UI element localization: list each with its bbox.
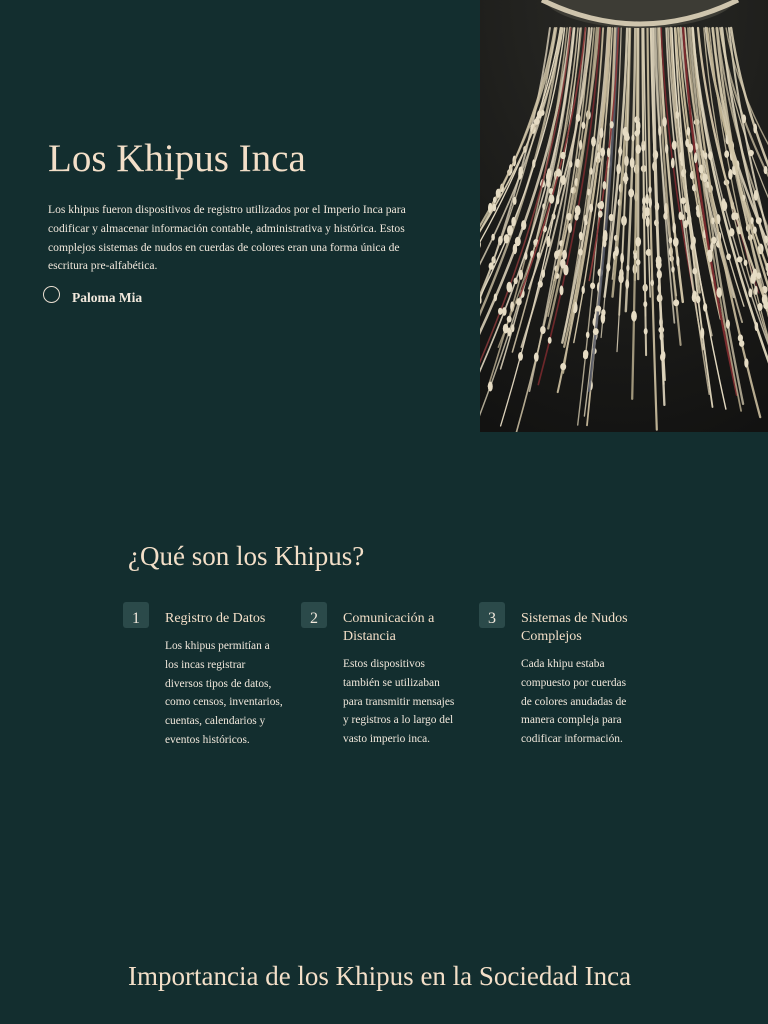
- khipu-knot: [753, 124, 757, 134]
- khipu-knot: [754, 286, 758, 295]
- khipu-knot: [607, 147, 610, 157]
- khipu-knot: [534, 353, 539, 362]
- khipu-knot: [498, 308, 503, 315]
- khipu-knot: [492, 204, 496, 212]
- khipu-knot: [633, 253, 637, 260]
- khipu-knot: [657, 270, 662, 279]
- khipu-knot: [750, 273, 756, 284]
- khipu-knot: [537, 111, 542, 119]
- khipu-knot: [671, 266, 674, 272]
- card-title: Registro de Datos: [165, 611, 266, 626]
- khipu-knot: [602, 181, 606, 190]
- card-text: Cada khipu estaba compuesto por cuerdas de colores anudadas de manera compleja para codificar información.: [521, 658, 627, 746]
- khipu-knot: [643, 301, 647, 307]
- khipu-knot: [702, 174, 707, 183]
- card-title: Comunicación a Distancia: [343, 611, 435, 644]
- khipu-knot: [562, 250, 567, 260]
- khipu-knot: [663, 213, 667, 220]
- khipu-knot: [631, 311, 637, 322]
- khipu-knot: [651, 280, 654, 287]
- khipu-knot: [503, 324, 509, 334]
- khipu-knot: [538, 281, 543, 288]
- khipu-knot: [494, 293, 497, 301]
- khipu-knot: [548, 337, 552, 344]
- khipu-knot: [662, 117, 667, 127]
- khipu-knot: [648, 186, 652, 193]
- khipu-photo: [480, 0, 768, 432]
- khipu-knot: [671, 158, 675, 169]
- khipu-knot: [601, 313, 606, 324]
- khipu-knot: [556, 169, 561, 177]
- number-badge: 1: [123, 602, 149, 628]
- khipu-knot: [560, 259, 566, 269]
- khipu-knot: [703, 303, 707, 312]
- khipu-knot: [649, 198, 652, 208]
- khipu-knot: [750, 217, 753, 224]
- khipu-knot: [582, 286, 585, 294]
- khipu-knot: [636, 127, 640, 136]
- khipu-knot: [514, 278, 518, 284]
- card-title: Sistemas de Nudos Complejos: [521, 611, 628, 644]
- khipu-knot: [582, 122, 586, 129]
- khipu-knot: [488, 382, 493, 392]
- khipu-knot: [757, 303, 762, 311]
- khipu-knot: [645, 194, 649, 205]
- khipu-knot: [546, 172, 550, 183]
- khipu-knot: [701, 328, 705, 339]
- khipu-knot: [507, 225, 513, 235]
- khipu-knot: [606, 263, 610, 272]
- hero-description: Los khipus fueron dispositivos de registro utilizados por el Imperio Inca para codificar y almacenar información contable, administrativa y histórica. Estos complejos sistemas de nudos en cuerdas de colores eran una forma única de escritura pre-alfabética.: [48, 203, 406, 273]
- number-badge: 2: [301, 602, 327, 628]
- khipu-knot: [589, 204, 593, 213]
- khipu-knot: [591, 137, 596, 147]
- khipu-knot: [673, 299, 679, 306]
- khipu-knot: [559, 285, 563, 295]
- khipu-knot: [756, 272, 761, 279]
- khipu-knot: [603, 230, 608, 241]
- khipu-knot: [624, 135, 630, 141]
- khipu-knot: [493, 197, 496, 203]
- khipu-knot: [762, 294, 767, 304]
- khipu-knot: [583, 353, 588, 359]
- khipu-knot: [722, 201, 727, 211]
- khipu-knot: [690, 243, 694, 250]
- hero-title: Los Khipus Inca: [48, 137, 306, 180]
- khipu-knot: [636, 259, 641, 265]
- khipu-knot: [507, 316, 512, 323]
- khipu-knot: [504, 234, 510, 243]
- khipu-knot: [560, 152, 565, 159]
- khipu-knot: [624, 172, 628, 181]
- khipu-knot: [590, 283, 595, 289]
- khipu-knot: [641, 145, 645, 152]
- khipu-knot: [556, 195, 559, 205]
- khipu-knot: [646, 216, 650, 227]
- khipu-knot: [561, 175, 566, 185]
- khipu-knot: [669, 237, 673, 243]
- khipu-knot: [687, 127, 691, 136]
- khipu-knot: [680, 197, 685, 204]
- khipu-knot: [726, 320, 730, 329]
- khipu-knot: [618, 148, 622, 155]
- khipu-knot: [708, 252, 713, 263]
- khipu-knot: [728, 169, 732, 180]
- khipu-knot: [579, 140, 582, 150]
- khipu-knot: [696, 296, 701, 304]
- khipu-knot: [635, 144, 641, 154]
- khipu-knot: [748, 288, 752, 297]
- khipu-knot: [628, 189, 634, 198]
- card-text: Estos dispositivos también se utilizaban para transmitir mensajes y registros a lo largo del vasto imperio inca.: [343, 658, 455, 746]
- khipu-knot: [491, 234, 495, 241]
- author-name: Paloma Mia: [72, 290, 143, 305]
- section-title-what: ¿Qué son los Khipus?: [128, 541, 365, 571]
- khipu-knot: [560, 363, 566, 370]
- khipu-knot: [672, 141, 677, 151]
- khipu-knot: [711, 237, 716, 244]
- khipu-knot: [500, 236, 503, 244]
- khipu-knot: [631, 135, 634, 142]
- khipu-knot: [584, 219, 587, 226]
- khipu-knot: [688, 143, 693, 152]
- khipu-knot: [731, 212, 736, 220]
- khipu-knot: [576, 114, 581, 122]
- khipu-knot: [586, 332, 590, 339]
- khipu-knot: [739, 340, 744, 347]
- khipu-knot: [645, 207, 650, 217]
- khipu-knot: [616, 164, 621, 175]
- khipu-knot: [672, 222, 676, 233]
- khipu-knot: [600, 128, 604, 139]
- khipu-knot: [694, 152, 697, 163]
- khipu-knot: [625, 279, 629, 289]
- khipu-knot: [600, 148, 605, 157]
- khipu-knot: [502, 307, 507, 316]
- khipu-knot: [737, 256, 743, 262]
- khipu-knot: [626, 265, 629, 271]
- khipu-knot: [513, 197, 517, 205]
- khipu-knot: [744, 358, 748, 367]
- khipu-knot: [764, 166, 768, 174]
- khipu-knot: [658, 125, 661, 136]
- khipu-knot: [729, 228, 735, 236]
- khipu-knot: [620, 253, 624, 264]
- khipu-knot: [549, 194, 555, 203]
- khipu-knot: [724, 150, 729, 157]
- khipu-knot: [575, 205, 581, 216]
- khipu-knot: [593, 328, 599, 335]
- khipu-knot: [744, 260, 748, 266]
- khipu-knot: [662, 351, 666, 360]
- khipu-knot: [726, 253, 731, 260]
- khipu-knot: [610, 121, 614, 128]
- khipu-knot: [665, 144, 668, 154]
- khipu-knot: [540, 326, 546, 334]
- number-badge: 3: [479, 602, 505, 628]
- khipu-knot: [615, 246, 619, 256]
- khipu-knot: [568, 223, 572, 233]
- khipu-knot: [755, 322, 759, 331]
- section-title-importance: Importancia de los Khipus en la Sociedad Inca: [128, 961, 632, 991]
- khipu-knot: [598, 211, 603, 218]
- khipu-knot: [511, 217, 516, 227]
- khipu-knot: [599, 201, 604, 209]
- khipu-knot: [704, 152, 708, 159]
- khipu-knot: [519, 171, 523, 179]
- khipu-knot: [756, 217, 762, 224]
- avatar-circle-icon: [43, 286, 60, 303]
- khipu-knot: [597, 152, 601, 159]
- khipu-knot: [683, 220, 687, 228]
- khipu-knot: [673, 237, 679, 246]
- author: [43, 284, 142, 312]
- khipu-knot: [692, 268, 697, 275]
- khipu-knot: [515, 237, 521, 246]
- khipu-knot: [521, 220, 526, 230]
- khipu-knot: [595, 306, 601, 312]
- khipu-knot: [642, 197, 646, 206]
- khipu-knot: [676, 256, 679, 266]
- khipu-knot: [542, 270, 545, 278]
- khipu-knot: [635, 237, 641, 247]
- khipu-knot: [630, 157, 635, 168]
- khipu-knot: [518, 352, 523, 361]
- khipu-knot: [644, 328, 648, 335]
- khipu-knot: [753, 227, 757, 234]
- khipu-knot: [656, 256, 662, 266]
- card-text: Los khipus permitían a los incas registrar diversos tipos de datos, como censos, inventarios, cuentas, calendarios y eventos históricos.: [165, 640, 283, 746]
